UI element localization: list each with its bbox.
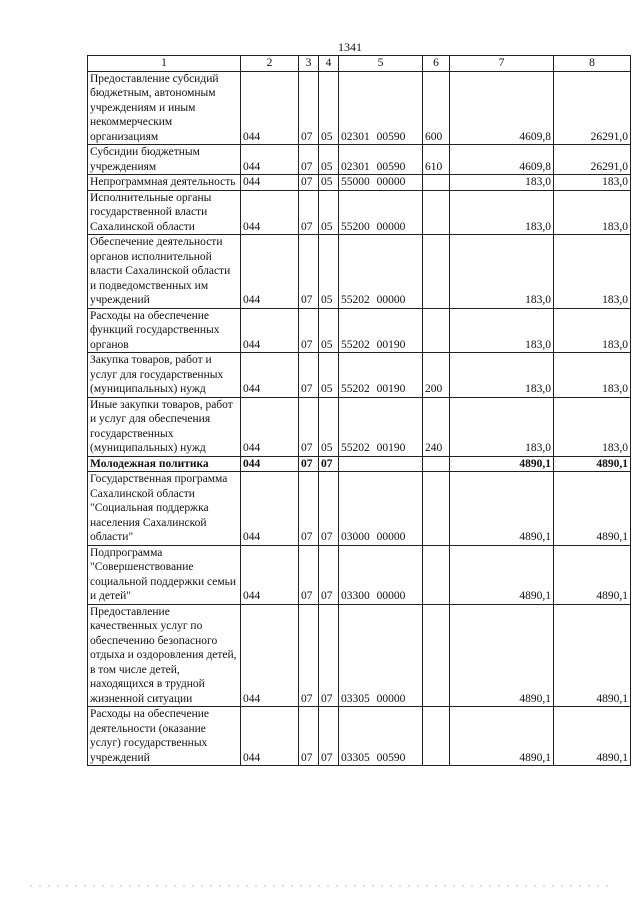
chief-administrator-code: 044 (241, 308, 299, 353)
expense-type-code (423, 175, 450, 191)
amount-col8: 183,0 (554, 397, 631, 456)
section-code: 07 (299, 456, 319, 472)
budget-table (87, 55, 631, 766)
amount-col8: 26291,0 (554, 71, 631, 145)
target-article-code: 55202 00190 (339, 353, 423, 398)
table-row (88, 190, 631, 235)
expense-type-code (423, 308, 450, 353)
amount-col8: 26291,0 (554, 145, 631, 175)
target-article-code: 03000 00000 (339, 472, 423, 546)
table-row (88, 456, 631, 472)
target-article-code: 55000 00000 (339, 175, 423, 191)
chief-administrator-code: 044 (241, 145, 299, 175)
chief-administrator-code: 044 (241, 190, 299, 235)
subsection-code: 05 (319, 190, 339, 235)
amount-col7: 4609,8 (450, 71, 554, 145)
row-name: Расходы на обеспечение функций государственных органов (88, 308, 241, 353)
subsection-code: 05 (319, 175, 339, 191)
expense-type-code: 200 (423, 353, 450, 398)
section-code: 07 (299, 145, 319, 175)
chief-administrator-code: 044 (241, 604, 299, 707)
subsection-code: 07 (319, 604, 339, 707)
chief-administrator-code: 044 (241, 71, 299, 145)
expense-type-code (423, 545, 450, 604)
expense-type-code (423, 190, 450, 235)
header-cell: 1 (88, 56, 241, 72)
section-code: 07 (299, 353, 319, 398)
target-article-code: 55200 00000 (339, 190, 423, 235)
chief-administrator-code: 044 (241, 235, 299, 309)
table-row (88, 235, 631, 309)
section-code: 07 (299, 235, 319, 309)
header-cell: 7 (450, 56, 554, 72)
amount-col7: 4890,1 (450, 707, 554, 766)
row-name: Непрограммная деятельность (88, 175, 241, 191)
chief-administrator-code: 044 (241, 456, 299, 472)
subsection-code: 05 (319, 235, 339, 309)
amount-col7: 183,0 (450, 353, 554, 398)
subsection-code: 07 (319, 545, 339, 604)
amount-col7: 4890,1 (450, 472, 554, 546)
scan-noise (30, 885, 610, 887)
target-article-code: 55202 00190 (339, 308, 423, 353)
chief-administrator-code: 044 (241, 353, 299, 398)
table-row (88, 545, 631, 604)
target-article-code: 03305 00000 (339, 604, 423, 707)
section-code: 07 (299, 190, 319, 235)
row-name: Иные закупки товаров, работ и услуг для обеспечения государственных (муниципальных) нужд (88, 397, 241, 456)
target-article-code: 03305 00590 (339, 707, 423, 766)
chief-administrator-code: 044 (241, 545, 299, 604)
expense-type-code (423, 707, 450, 766)
subsection-code: 05 (319, 397, 339, 456)
amount-col8: 4890,1 (554, 604, 631, 707)
header-cell: 6 (423, 56, 450, 72)
expense-type-code (423, 604, 450, 707)
table-row (88, 145, 631, 175)
header-cell: 2 (241, 56, 299, 72)
expense-type-code: 600 (423, 71, 450, 145)
section-code: 07 (299, 707, 319, 766)
table-row (88, 308, 631, 353)
section-code: 07 (299, 472, 319, 546)
amount-col8: 4890,1 (554, 545, 631, 604)
amount-col7: 4890,1 (450, 545, 554, 604)
table-row (88, 397, 631, 456)
target-article-code: 03300 00000 (339, 545, 423, 604)
row-name: Государственная программа Сахалинской области "Социальная поддержка населения Сахалинской области" (88, 472, 241, 546)
table-body (88, 56, 631, 766)
amount-col8: 183,0 (554, 175, 631, 191)
table-row (88, 71, 631, 145)
section-code: 07 (299, 308, 319, 353)
chief-administrator-code: 044 (241, 472, 299, 546)
table-row (88, 353, 631, 398)
row-name: Подпрограмма "Совершенствование социальной поддержки семьи и детей" (88, 545, 241, 604)
amount-col8: 4890,1 (554, 707, 631, 766)
target-article-code (339, 456, 423, 472)
amount-col7: 183,0 (450, 190, 554, 235)
amount-col7: 183,0 (450, 397, 554, 456)
amount-col8: 183,0 (554, 353, 631, 398)
expense-type-code: 240 (423, 397, 450, 456)
subsection-code: 05 (319, 145, 339, 175)
chief-administrator-code: 044 (241, 707, 299, 766)
row-name: Субсидии бюджетным учреждениям (88, 145, 241, 175)
amount-col7: 183,0 (450, 235, 554, 309)
section-code: 07 (299, 175, 319, 191)
row-name: Предоставление качественных услуг по обеспечению безопасного отдыха и оздоровления детей, в том числе детей, находящихся в трудной жизненной ситуации (88, 604, 241, 707)
table-row (88, 175, 631, 191)
target-article-code: 02301 00590 (339, 145, 423, 175)
page-number: 1341 (338, 40, 362, 54)
row-name: Молодежная политика (88, 456, 241, 472)
row-name: Закупка товаров, работ и услуг для государственных (муниципальных) нужд (88, 353, 241, 398)
amount-col8: 183,0 (554, 235, 631, 309)
target-article-code: 55202 00000 (339, 235, 423, 309)
amount-col7: 4609,8 (450, 145, 554, 175)
amount-col7: 4890,1 (450, 456, 554, 472)
amount-col8: 183,0 (554, 190, 631, 235)
table-row (88, 472, 631, 546)
row-name: Обеспечение деятельности органов исполнительной власти Сахалинской области и подведомственных им учреждений (88, 235, 241, 309)
header-cell: 4 (319, 56, 339, 72)
subsection-code: 07 (319, 472, 339, 546)
amount-col8: 183,0 (554, 308, 631, 353)
section-code: 07 (299, 71, 319, 145)
subsection-code: 05 (319, 308, 339, 353)
amount-col8: 4890,1 (554, 472, 631, 546)
expense-type-code: 610 (423, 145, 450, 175)
row-name: Предоставление субсидий бюджетным, автономным учреждениям и иным некоммерческим организациям (88, 71, 241, 145)
amount-col7: 183,0 (450, 308, 554, 353)
chief-administrator-code: 044 (241, 397, 299, 456)
header-cell: 5 (339, 56, 423, 72)
header-row (88, 56, 631, 72)
subsection-code: 07 (319, 707, 339, 766)
section-code: 07 (299, 397, 319, 456)
expense-type-code (423, 472, 450, 546)
row-name: Исполнительные органы государственной власти Сахалинской области (88, 190, 241, 235)
section-code: 07 (299, 604, 319, 707)
target-article-code: 55202 00190 (339, 397, 423, 456)
row-name: Расходы на обеспечение деятельности (оказание услуг) государственных учреждений (88, 707, 241, 766)
amount-col7: 4890,1 (450, 604, 554, 707)
header-cell: 3 (299, 56, 319, 72)
table-row (88, 707, 631, 766)
amount-col8: 4890,1 (554, 456, 631, 472)
subsection-code: 07 (319, 456, 339, 472)
chief-administrator-code: 044 (241, 175, 299, 191)
subsection-code: 05 (319, 71, 339, 145)
expense-type-code (423, 235, 450, 309)
target-article-code: 02301 00590 (339, 71, 423, 145)
section-code: 07 (299, 545, 319, 604)
header-cell: 8 (554, 56, 631, 72)
subsection-code: 05 (319, 353, 339, 398)
expense-type-code (423, 456, 450, 472)
table-row (88, 604, 631, 707)
amount-col7: 183,0 (450, 175, 554, 191)
